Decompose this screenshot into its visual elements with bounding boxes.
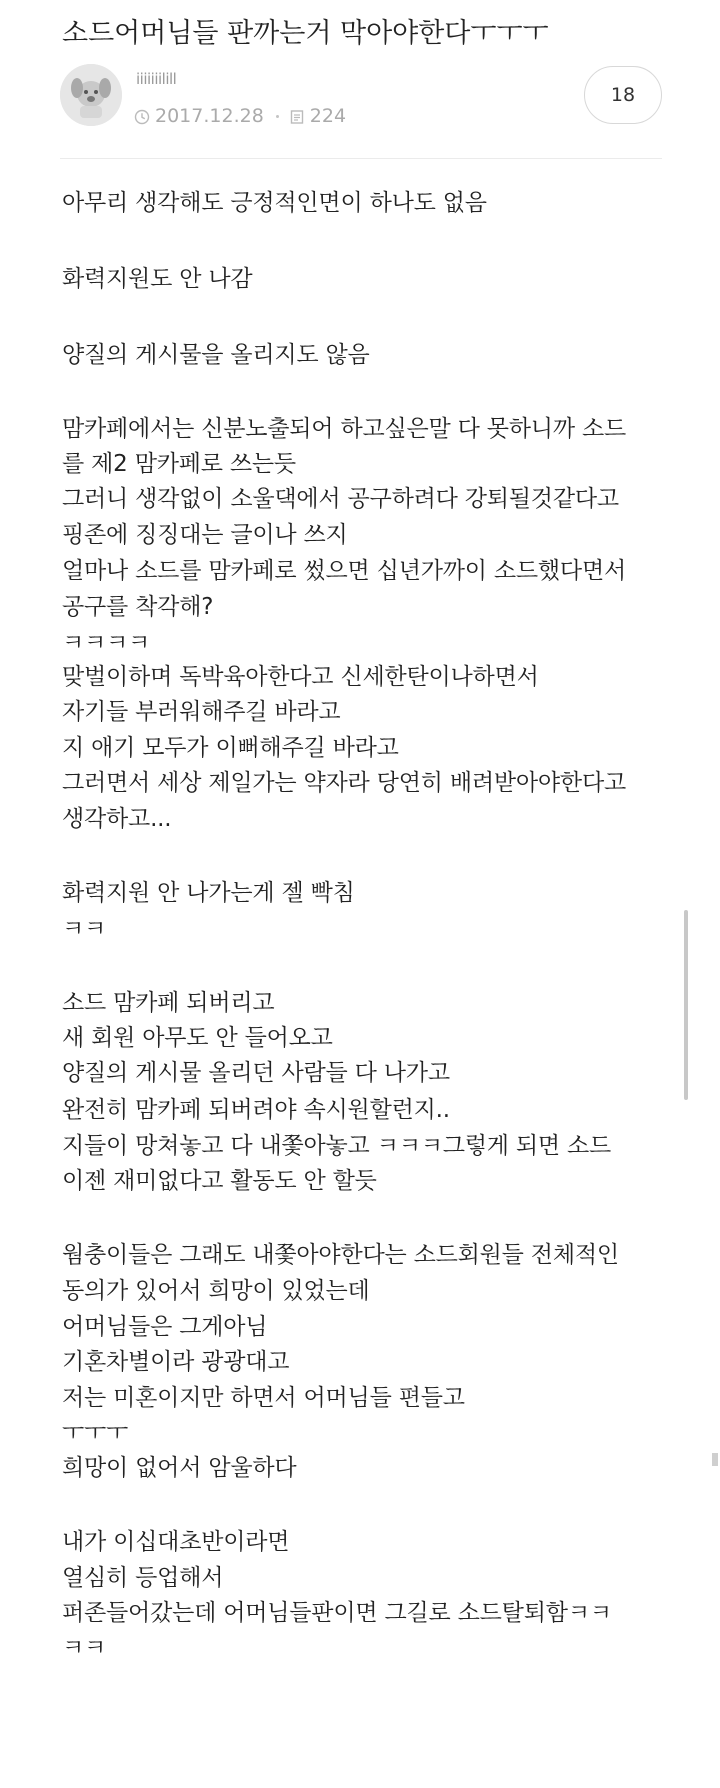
- post-body-line: 내가 이십대초반이라면: [62, 1529, 290, 1555]
- post-body-line: 자기들 부러워해주길 바라고: [62, 699, 341, 725]
- post-body-line: ㅋㅋㅋㅋ: [62, 630, 151, 656]
- post-body-line: 화력지원도 안 나감: [62, 266, 253, 292]
- post-body-line: 핑존에 징징대는 글이나 쓰지: [62, 522, 348, 548]
- post-body-line: 새 회원 아무도 안 들어오고: [62, 1025, 333, 1051]
- post-body-line: 를 제2 맘카페로 쓰는듯: [62, 451, 296, 477]
- post-body-line: 공구를 착각해?: [62, 594, 214, 620]
- post-meta: [134, 104, 346, 128]
- dog-avatar-icon: [60, 64, 122, 126]
- post-body-line: 소드 맘카페 되버리고: [62, 990, 275, 1016]
- view-count: 224: [309, 105, 347, 127]
- comment-count-button[interactable]: 18: [584, 66, 662, 124]
- author-name[interactable]: iiiiiiilill: [136, 70, 177, 88]
- post-body-line: 화력지원 안 나가는게 젤 빡침: [62, 880, 355, 906]
- post-date: 2017.12.28: [155, 105, 264, 127]
- post-body-line: ㅋㅋ: [62, 916, 107, 942]
- post-body-line: 기혼차별이라 광광대고: [62, 1349, 290, 1375]
- post-body-line: 이젠 재미없다고 활동도 안 할듯: [62, 1168, 377, 1194]
- scrollbar-thumb[interactable]: [684, 910, 688, 1100]
- post-body-line: 어머님들은 그게아님: [62, 1314, 268, 1340]
- post-body-line: 완전히 맘카페 되버려야 속시원할런지..: [62, 1097, 450, 1123]
- meta-separator: [276, 115, 279, 118]
- post-body-line: 얼마나 소드를 맘카페로 썼으면 십년가까이 소드했다면서: [62, 558, 626, 584]
- post-body-line: 웜충이들은 그래도 내쫓아야한다는 소드회원들 전체적인: [62, 1242, 619, 1268]
- post-body-line: 아무리 생각해도 긍정적인면이 하나도 없음: [62, 190, 487, 216]
- post-body-line: 생각하고...: [62, 806, 172, 832]
- post-body-line: 지들이 망쳐놓고 다 내쫓아놓고 ㅋㅋㅋ그렇게 되면 소드: [62, 1133, 612, 1159]
- author-avatar[interactable]: [60, 64, 122, 126]
- post-body-line: 맘카페에서는 신분노출되어 하고싶은말 다 못하니까 소드: [62, 416, 626, 442]
- document-icon: [289, 108, 305, 124]
- post-body-line: 맞벌이하며 독박육아한다고 신세한탄이나하면서: [62, 664, 539, 690]
- post-body-line: 퍼존들어갔는데 어머님들판이면 그길로 소드탈퇴함ㅋㅋ: [62, 1600, 612, 1626]
- post-body-line: 희망이 없어서 암울하다: [62, 1455, 297, 1481]
- post-body-line: 그러니 생각없이 소울댁에서 공구하려다 강퇴될것같다고: [62, 486, 619, 512]
- post-body-line: 동의가 있어서 희망이 있었는데: [62, 1278, 370, 1304]
- post-body-line: 양질의 게시물을 올리지도 않음: [62, 342, 370, 368]
- clock-icon: [134, 108, 150, 124]
- post-body-line: 저는 미혼이지만 하면서 어머님들 편들고: [62, 1385, 465, 1411]
- post-body-line: 열심히 등업해서: [62, 1565, 224, 1591]
- post-body-line: 그러면서 세상 제일가는 약자라 당연히 배려받아야한다고: [62, 770, 626, 796]
- scroll-indicator[interactable]: [712, 1453, 718, 1466]
- post-body-line: 지 애기 모두가 이뻐해주길 바라고: [62, 735, 399, 761]
- post-body-line: ㅋㅋ: [62, 1635, 107, 1661]
- post-title: 소드어머님들 판까는거 막아야한다ㅜㅜㅜ: [62, 18, 549, 49]
- post-body-line: 양질의 게시물 올리던 사람들 다 나가고: [62, 1060, 450, 1086]
- header-divider: [60, 158, 662, 159]
- post-body-line: ㅜㅜㅜ: [62, 1420, 129, 1446]
